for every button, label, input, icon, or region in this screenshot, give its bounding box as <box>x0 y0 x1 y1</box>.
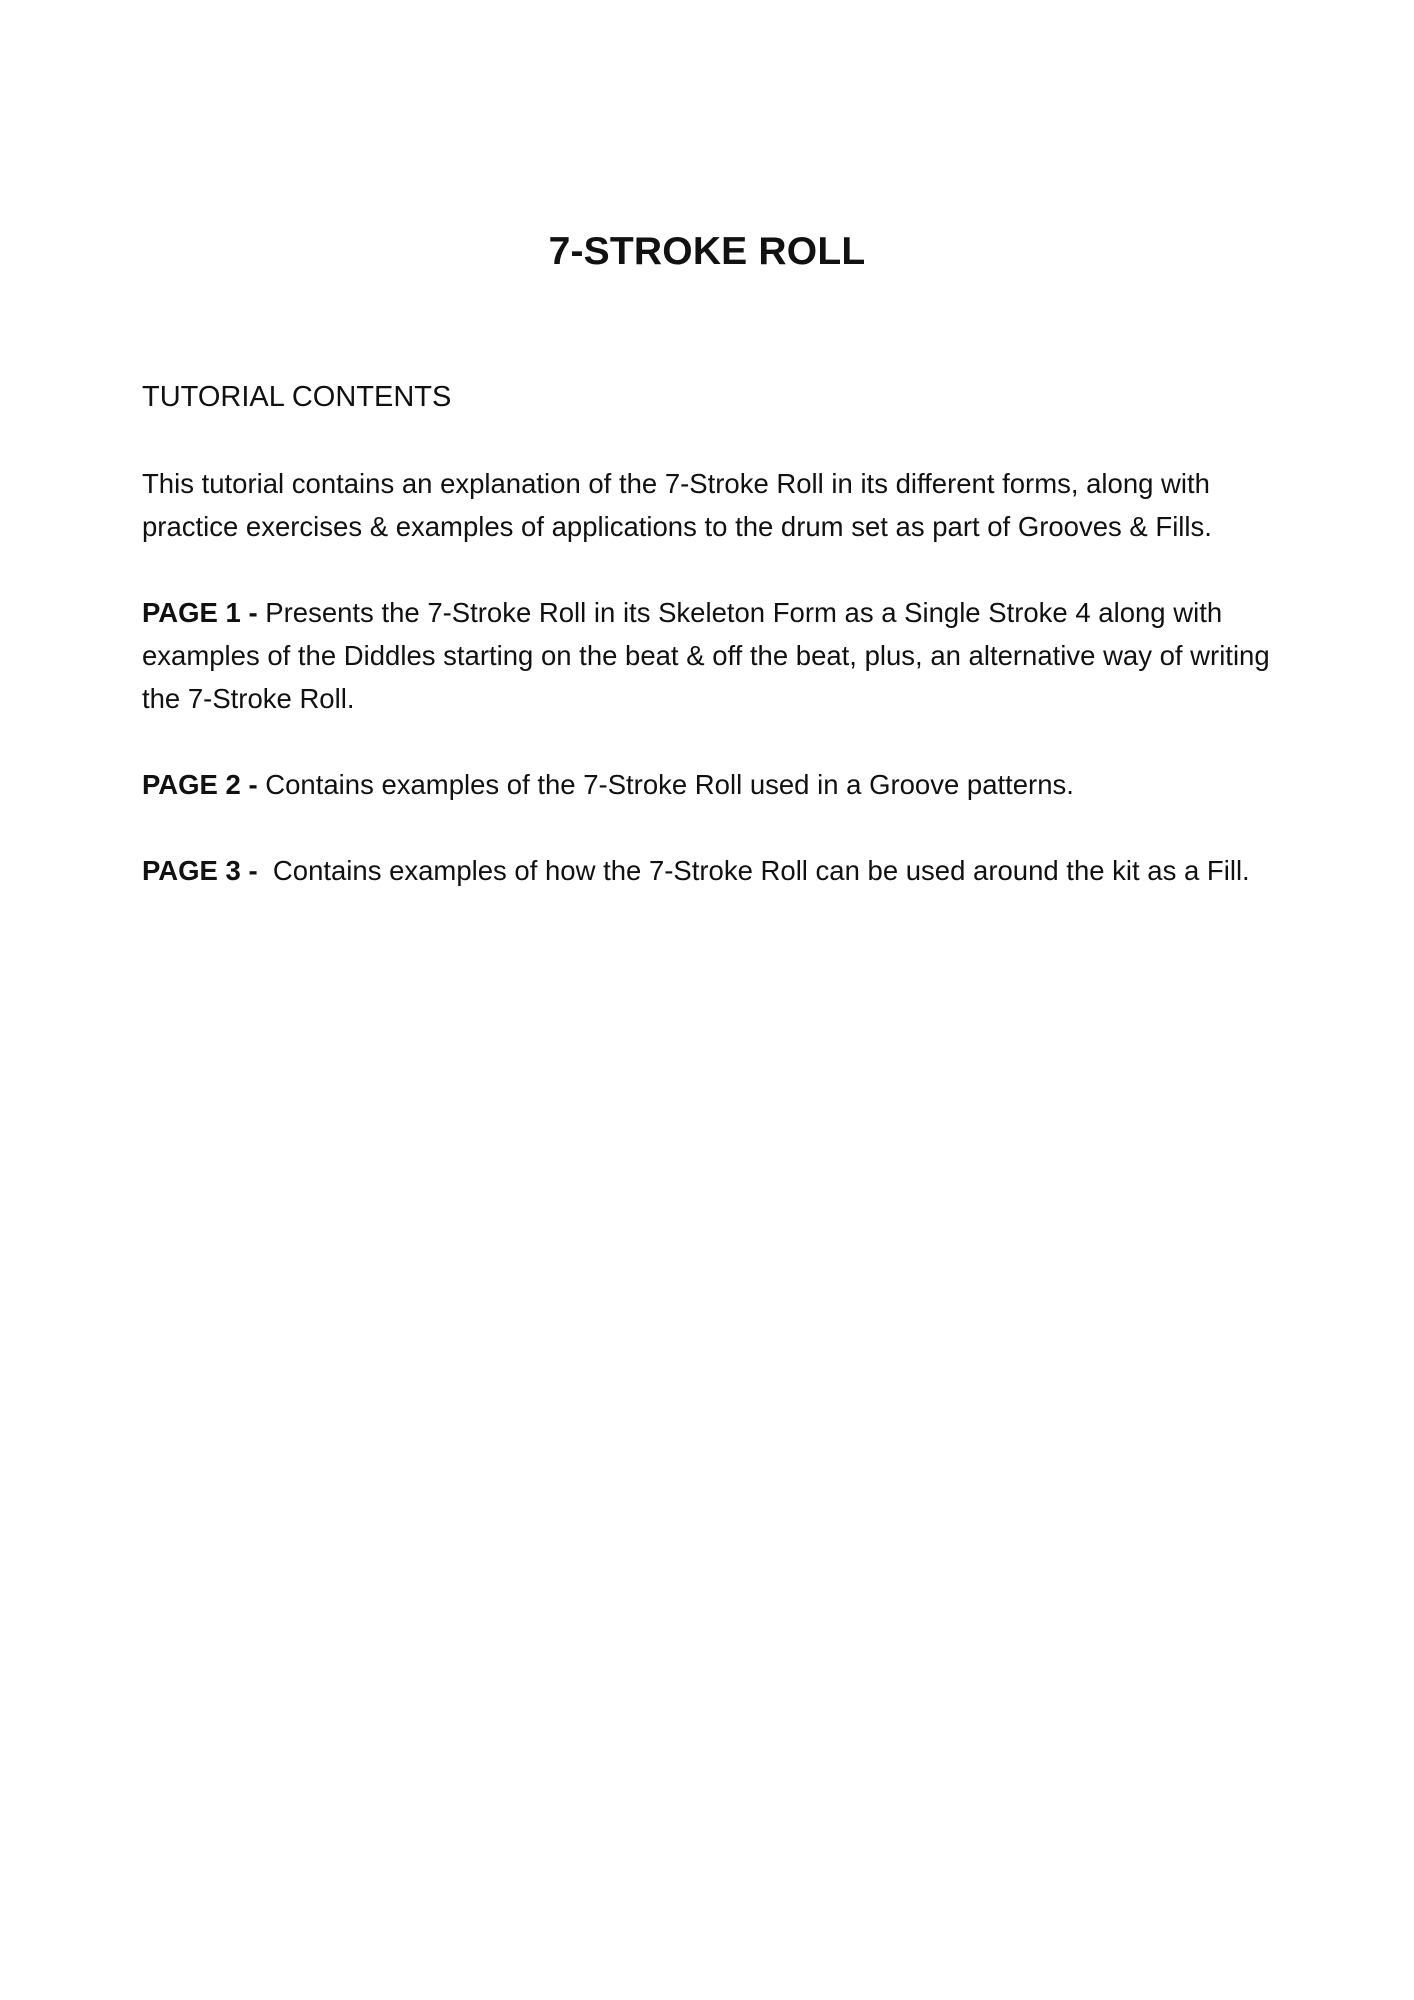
section-heading: TUTORIAL CONTENTS <box>142 381 452 413</box>
page-3-description <box>142 849 1292 892</box>
page-1-label: PAGE 1 - <box>142 597 258 628</box>
document-content <box>142 376 1292 935</box>
page-2-description <box>142 763 1292 806</box>
intro-paragraph: This tutorial contains an explanation of the 7-Stroke Roll in its different forms, along with practice exercises & examples of applications to the drum set as part of Grooves & Fills. <box>142 468 1212 542</box>
page-3-label: PAGE 3 - <box>142 855 258 886</box>
page-1-description <box>142 591 1292 720</box>
page-2-label: PAGE 2 - <box>142 769 258 800</box>
page-2-text: Contains examples of the 7-Stroke Roll used in a Groove patterns. <box>257 769 1074 800</box>
page-1-text: Presents the 7-Stroke Roll in its Skeleton Form as a Single Stroke 4 along with examples of the Diddles starting on the beat & off the beat, plus, an alternative way of writing the 7-Stroke Roll. <box>142 597 1278 714</box>
document-title: 7-STROKE ROLL <box>548 230 866 273</box>
page-3-text: Contains examples of how the 7-Stroke Roll can be used around the kit as a Fill. <box>257 855 1250 886</box>
